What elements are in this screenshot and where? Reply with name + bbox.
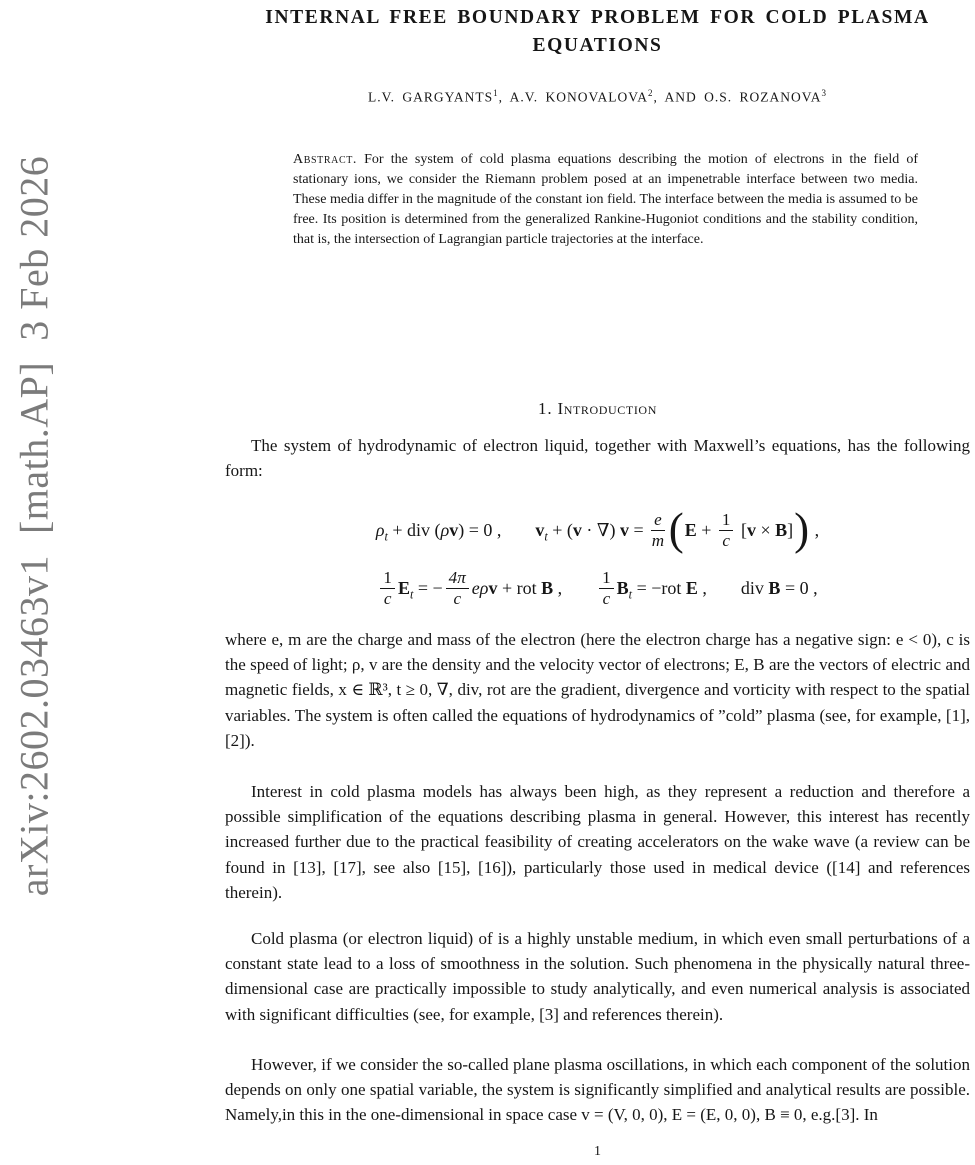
paragraph-cold-plasma: Cold plasma (or electron liquid) of is a highly unstable medium, in which even small perturbations of a constant state lead to a loss of smoothness in the solution. Such phenomena in the physically natural three-dimensional case are practically impossible to study analytically, and even numerical analysis is associated with significant difficulties (see, for example, [3] and references therein). [225, 929, 970, 1024]
math-vector: E [685, 578, 698, 598]
author-1: L.V. GARGYANTS [367, 89, 494, 105]
fraction-4pi-over-c: $\frac{4\pi}{c}$ [446, 569, 469, 609]
section-title: Introduction [557, 399, 657, 418]
paper-title-line1: INTERNAL FREE BOUNDARY PROBLEM FOR COLD PLASMA [265, 7, 930, 28]
fraction-1-over-c: $\frac{1}{c}$ [599, 569, 614, 609]
math-text: , [553, 578, 563, 598]
math-text: × [755, 520, 776, 540]
math-vector: B [768, 578, 781, 598]
math-text: , [810, 520, 820, 540]
paper-title [225, 4, 970, 60]
math-vector: B [775, 520, 788, 540]
math-symbol: ρ [440, 520, 450, 540]
author-2-affiliation-mark: 2 [648, 88, 654, 98]
paragraph-interest: Interest in cold plasma models has always been high, as they represent a reduction and therefore a possible simplification of the equations describing plasma in general. However, this interest has recently increased further due to the practical feasibility of creating accelerators on the wake wave (a review can be found in [13], [17], see also [15], [16]), particularly those used in medical device ([14] and references therein). [225, 782, 970, 902]
math-subscript: t [409, 587, 414, 602]
section-number: 1. [538, 399, 553, 418]
math-text: = −rot [632, 578, 686, 598]
math-vector: v [449, 520, 459, 540]
math-text: [ [736, 520, 747, 540]
math-text: div [740, 578, 769, 598]
math-subscript: t [544, 529, 548, 544]
math-vector: v [746, 520, 756, 540]
author-1-affiliation-mark: 1 [493, 88, 499, 98]
math-vector: v [488, 578, 498, 598]
page-number: 1 [594, 1144, 601, 1159]
math-text: = [628, 520, 649, 540]
math-text: + ( [547, 520, 573, 540]
author-2: A.V. KONOVALOVA [509, 89, 649, 105]
math-vector: E [684, 520, 697, 540]
big-right-paren: ) [794, 503, 810, 554]
author-3: O.S. ROZANOVA [704, 89, 822, 105]
math-symbol: eρ [471, 578, 489, 598]
author-separator: , AND [653, 89, 705, 105]
math-text: = 0 , [780, 578, 818, 598]
paragraph-however: However, if we consider the so-called plane plasma oscillations, in which each component of the solution depends on only one spatial variable, the system is significantly simplified and analytical results are possible. Namely,in this in the one-dimensional in space case v = (V, 0, 0), E = (E, 0, 0), B ≡ 0, e.g.[3]. In [225, 1055, 970, 1125]
math-vector: v [619, 520, 629, 540]
author-separator: , [498, 89, 510, 105]
math-text: ) = 0 , [458, 520, 502, 540]
math-vector: B [616, 578, 629, 598]
fraction-1-over-c: $\frac{1}{c}$ [719, 511, 734, 551]
math-text: , [697, 578, 707, 598]
math-text: · ∇) [581, 520, 620, 540]
author-line [225, 88, 970, 106]
math-vector: E [397, 578, 410, 598]
math-symbol: ρ [375, 520, 385, 540]
fraction-e-over-m: $\frac{e}{m}$ [651, 509, 665, 551]
math-vector: v [572, 520, 582, 540]
math-vector: B [541, 578, 554, 598]
math-text: + div ( [387, 520, 441, 540]
big-left-paren: ( [668, 503, 684, 554]
math-text: + rot [497, 578, 542, 598]
display-equation-line2 [225, 561, 970, 615]
author-3-affiliation-mark: 3 [821, 88, 828, 98]
math-text: + [696, 520, 716, 540]
abstract-text: For the system of cold plasma equations describing the motion of electrons in the field of stationary ions, we consider the Riemann problem posed at an impenetrable interface between two media. These media differ in the magnitude of the constant ion field. The interface between the media is assumed to be free. Its position is determined from the generalized Rankine-Hugoniot conditions and the stability condition, that is, the intersection of Lagrangian particle trajectories at the interface. [293, 152, 918, 247]
math-vector: v [535, 520, 545, 540]
math-text: ] [787, 520, 794, 540]
paragraph-where: where e, m are the charge and mass of the electron (here the electron charge has a negative sign: e < 0), c is the speed of light; ρ, v are the density and the velocity vector of electrons; E, B are the vectors of electric and magnetic fields, x ∈ ℝ³, t ≥ 0, ∇, div, rot are the gradient, divergence and vorticity with respect to the spatial variables. The system is often called the equations of hydrodynamics of ”cold” plasma (see, for example, [1], [2]). [225, 630, 970, 750]
math-subscript: t [384, 529, 388, 544]
display-equation-line1 [225, 503, 970, 557]
abstract-label: Abstract. [293, 152, 358, 167]
section-heading [225, 399, 970, 419]
math-subscript: t [628, 587, 633, 602]
abstract-block [293, 150, 918, 250]
math-text: = − [413, 578, 443, 598]
paper-title-line2: EQUATIONS [532, 35, 663, 56]
arxiv-watermark: arXiv:2602.03463v1 [math.AP] 3 Feb 2026 [11, 155, 57, 897]
paragraph-intro: The system of hydrodynamic of electron liquid, together with Maxwell’s equations, has the following form: [225, 436, 970, 481]
fraction-1-over-c: $\frac{1}{c}$ [380, 569, 395, 609]
